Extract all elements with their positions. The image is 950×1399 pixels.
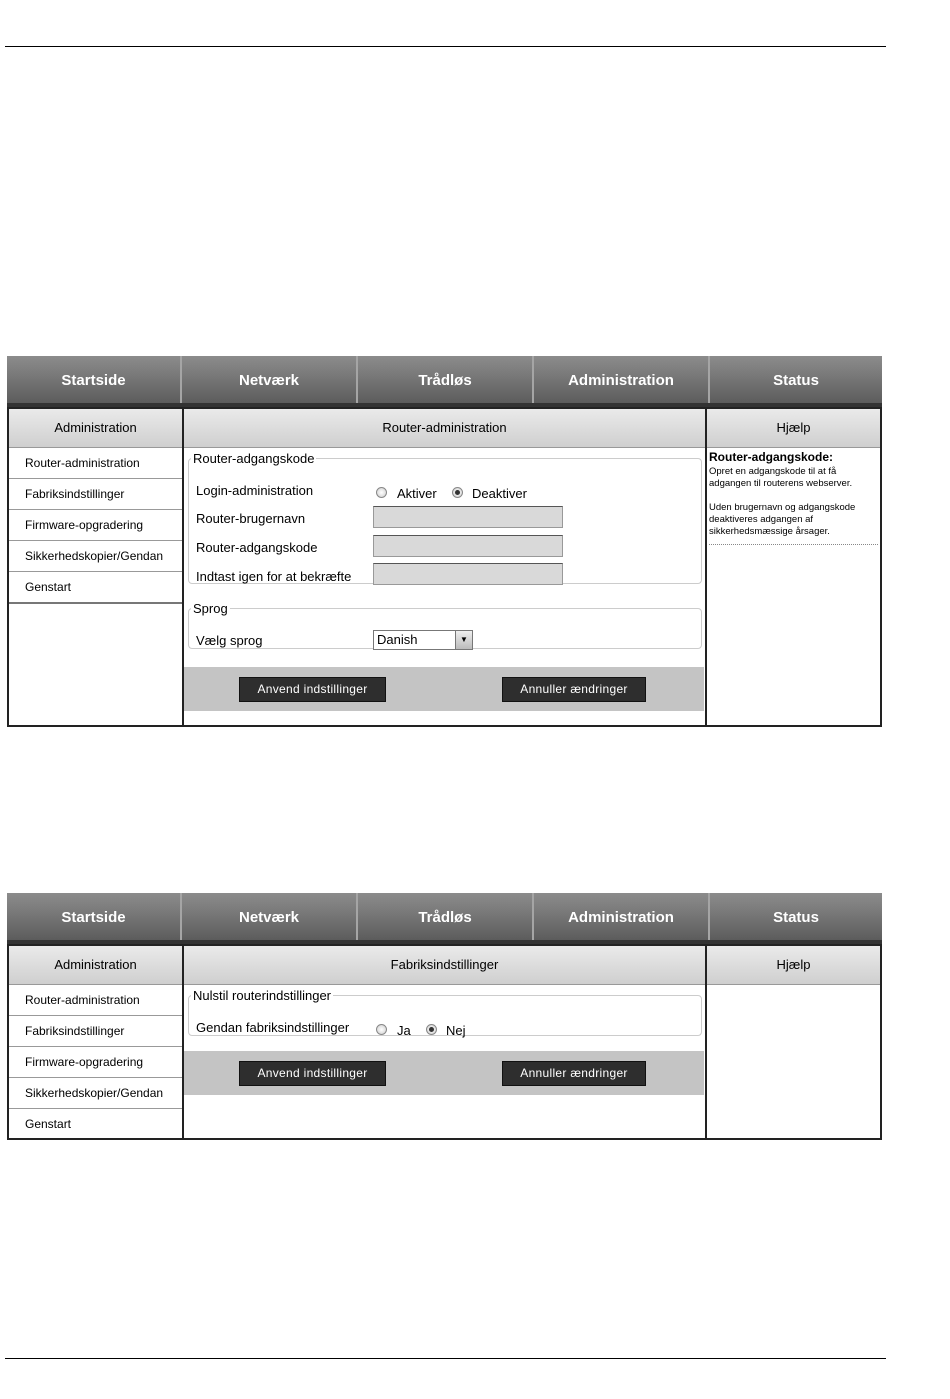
help-header: Hjælp: [707, 409, 880, 448]
sidebar-item-genstart[interactable]: Genstart: [25, 580, 72, 594]
main-nav: [7, 893, 882, 944]
password-label: Router-adgangskode: [196, 540, 318, 555]
sidebar-item-fabriksindstillinger[interactable]: Fabriksindstillinger: [9, 479, 182, 510]
sidebar-item-sikkerhedskopier[interactable]: Sikkerhedskopier/Gendan: [9, 1078, 182, 1109]
sidebar-item-sikkerhedskopier[interactable]: Sikkerhedskopier/Gendan: [9, 541, 182, 572]
help-divider: [709, 544, 878, 545]
nav-tab-netvaerk[interactable]: Netværk: [182, 356, 358, 403]
sidebar-item-fabriksindstillinger[interactable]: Fabriksindstillinger: [9, 1016, 182, 1047]
help-panel: [705, 944, 882, 1140]
sidebar-item-router-administration[interactable]: Router-administration: [9, 985, 182, 1016]
confirm-label: Indtast igen for at bekræfte: [196, 569, 352, 584]
action-bar: [184, 667, 704, 711]
no-radio-label: Nej: [446, 1023, 466, 1038]
password-input[interactable]: [373, 535, 563, 557]
enable-radio[interactable]: [376, 487, 387, 498]
sidebar-list: [9, 448, 182, 604]
disable-radio-label: Deaktiver: [472, 486, 527, 501]
apply-settings-button[interactable]: Anvend indstillinger: [239, 677, 386, 702]
nav-tab-administration[interactable]: Administration: [534, 356, 710, 403]
apply-settings-button[interactable]: Anvend indstillinger: [239, 1061, 386, 1086]
sidebar-item-firmware-opgradering[interactable]: Firmware-opgradering: [9, 510, 182, 541]
nav-tab-startside[interactable]: Startside: [7, 893, 182, 940]
sidebar: [7, 944, 184, 1140]
restore-defaults-label: Gendan fabriksindstillinger: [196, 1020, 350, 1035]
main-content: [182, 944, 707, 1140]
nav-tab-status[interactable]: Status: [773, 909, 819, 926]
sidebar-title: Administration: [9, 946, 182, 985]
login-admin-label: Login-administration: [196, 483, 314, 498]
bottom-rule: [5, 1358, 886, 1359]
nav-tab-administration[interactable]: Administration: [534, 893, 710, 940]
top-rule: [5, 46, 886, 47]
language-group-legend: Sprog: [193, 601, 228, 616]
router-admin-screenshot: [7, 356, 882, 727]
nav-tab-tradlos[interactable]: Trådløs: [358, 893, 534, 940]
language-select-value: Danish: [377, 632, 418, 647]
language-group: [188, 601, 702, 649]
nav-tab-status[interactable]: Status: [773, 372, 819, 389]
help-paragraph-2: Uden brugernavn og adgangskode deaktiveres adgangen af sikkerhedsmæssige årsager.: [709, 502, 856, 537]
cancel-changes-button[interactable]: Annuller ændringer: [502, 677, 646, 702]
page-title: Router-administration: [184, 409, 705, 448]
disable-radio[interactable]: [452, 487, 463, 498]
language-label: Vælg sprog: [196, 633, 263, 648]
language-select[interactable]: [373, 630, 473, 650]
nav-tab-tradlos[interactable]: Trådløs: [358, 356, 534, 403]
sidebar-item-router-administration[interactable]: Router-administration: [9, 448, 182, 479]
cancel-changes-button[interactable]: Annuller ændringer: [502, 1061, 646, 1086]
help-title: Router-adgangskode:: [709, 450, 834, 464]
help-header: Hjælp: [707, 946, 880, 985]
chevron-down-icon[interactable]: ▼: [455, 631, 472, 649]
main-content: [182, 407, 707, 727]
enable-radio-label: Aktiver: [397, 486, 437, 501]
password-group: [188, 451, 702, 584]
confirm-password-input[interactable]: [373, 563, 563, 585]
help-panel: [705, 407, 882, 727]
sidebar-item-firmware-opgradering[interactable]: Firmware-opgradering: [9, 1047, 182, 1078]
main-nav: [7, 356, 882, 407]
username-label: Router-brugernavn: [196, 511, 306, 526]
password-group-legend: Router-adgangskode: [193, 451, 315, 466]
help-paragraph-1: Opret en adgangskode til at få adgangen til routerens webserver.: [709, 466, 853, 489]
nav-tab-netvaerk[interactable]: Netværk: [182, 893, 358, 940]
action-bar: [184, 1051, 704, 1095]
no-radio[interactable]: [426, 1024, 437, 1035]
reset-group: [188, 988, 702, 1036]
yes-radio-label: Ja: [397, 1023, 411, 1038]
username-input[interactable]: [373, 506, 563, 528]
sidebar-item-genstart[interactable]: Genstart: [25, 1117, 72, 1131]
reset-group-legend: Nulstil routerindstillinger: [193, 988, 331, 1003]
yes-radio[interactable]: [376, 1024, 387, 1035]
page-title: Fabriksindstillinger: [184, 946, 705, 985]
nav-tab-startside[interactable]: Startside: [7, 356, 182, 403]
factory-settings-screenshot: [7, 893, 882, 1140]
sidebar: [7, 407, 184, 727]
sidebar-title: Administration: [9, 409, 182, 448]
